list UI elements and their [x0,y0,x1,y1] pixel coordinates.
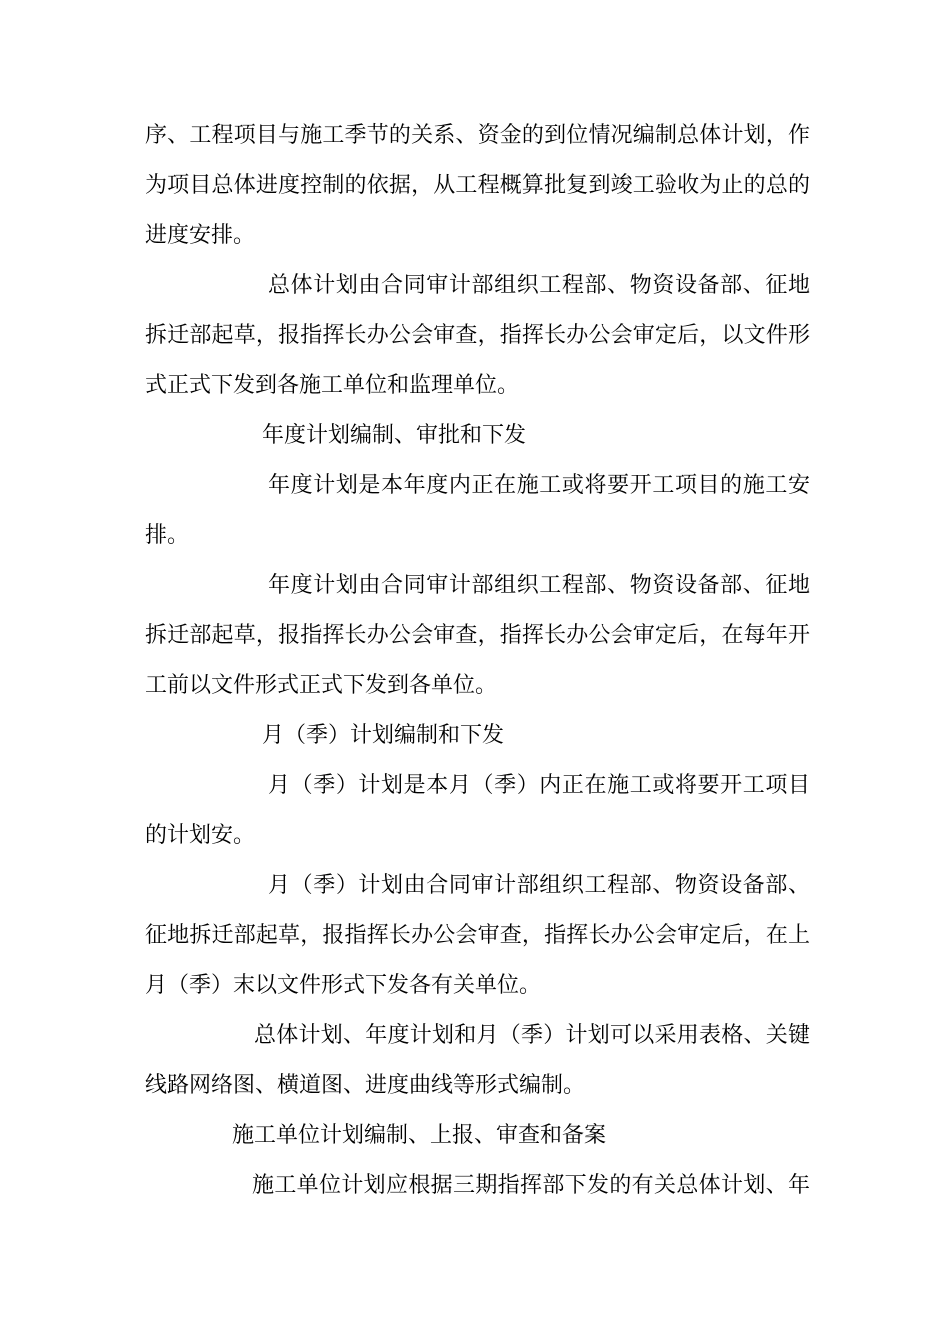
text-line: 拆迁部起草，报指挥长办公会审查，指挥长办公会审定后，以文件形 [145,323,810,348]
paragraph-first-line: 年度计划是本年度内正在施工或将要开工项目的施工安 [268,473,810,498]
text-line: 进度安排。 [145,223,256,248]
text-line: 式正式下发到各施工单位和监理单位。 [145,373,520,398]
text-line: 线路网络图、横道图、进度曲线等形式编制。 [145,1073,586,1098]
text-line: 征地拆迁部起草，报指挥长办公会审查，指挥长办公会审定后，在上 [145,923,810,948]
text-line: 序、工程项目与施工季节的关系、资金的到位情况编制总体计划，作 [145,123,810,148]
paragraph-first-line: 施工单位计划应根据三期指挥部下发的有关总体计划、年 [252,1173,810,1198]
paragraph-first-line: 总体计划由合同审计部组织工程部、物资设备部、征地 [268,273,810,298]
paragraph-first-line: 月（季）计划由合同审计部组织工程部、物资设备部、 [268,873,810,898]
paragraph-first-line: 年度计划由合同审计部组织工程部、物资设备部、征地 [268,573,810,598]
text-line: 的计划安。 [145,823,256,848]
section-heading: 月（季）计划编制和下发 [262,723,505,748]
paragraph-first-line: 总体计划、年度计划和月（季）计划可以采用表格、关键 [254,1023,810,1048]
text-line: 工前以文件形式正式下发到各单位。 [145,673,498,698]
text-line: 拆迁部起草，报指挥长办公会审查，指挥长办公会审定后，在每年开 [145,623,810,648]
paragraph-first-line: 月（季）计划是本月（季）内正在施工或将要开工项目 [268,773,810,798]
text-line: 排。 [145,523,190,548]
section-heading: 年度计划编制、审批和下发 [262,423,527,448]
section-heading: 施工单位计划编制、上报、审查和备案 [232,1123,607,1148]
text-line: 月（季）末以文件形式下发各有关单位。 [145,973,542,998]
text-line: 为项目总体进度控制的依据，从工程概算批复到竣工验收为止的总的 [145,173,810,198]
